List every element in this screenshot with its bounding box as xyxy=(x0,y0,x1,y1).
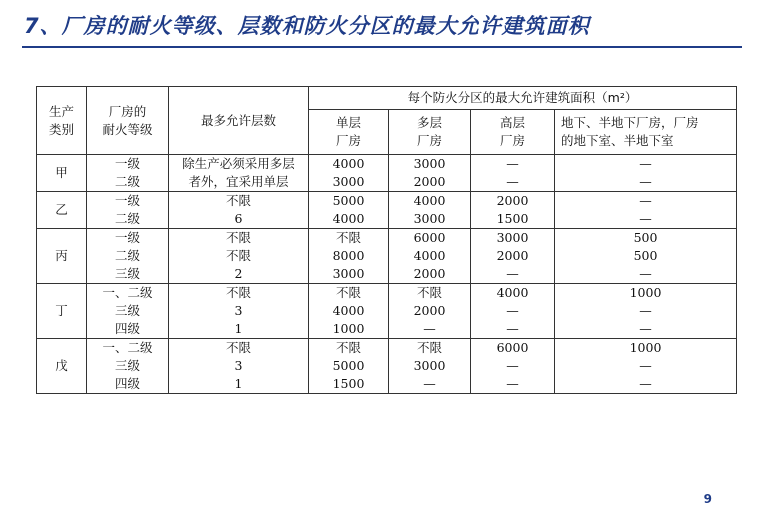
multi-storey-cell: 不限 3000 — xyxy=(389,339,471,394)
header-high-rise: 高层 厂房 xyxy=(471,110,555,155)
fire-rating-cell: 一级 二级 xyxy=(87,155,169,192)
high-rise-cell: 3000 2000 — xyxy=(471,229,555,284)
category-cell: 丁 xyxy=(37,284,87,339)
title-underline xyxy=(22,46,742,48)
high-rise-cell: 4000 — — xyxy=(471,284,555,339)
high-rise-cell: 2000 1500 xyxy=(471,192,555,229)
single-storey-cell: 不限 5000 1500 xyxy=(309,339,389,394)
page-number: 9 xyxy=(703,492,712,506)
table-row xyxy=(37,155,737,192)
category-cell: 乙 xyxy=(37,192,87,229)
category-cell: 丙 xyxy=(37,229,87,284)
header-multi-storey: 多层 厂房 xyxy=(389,110,471,155)
multi-storey-cell: 不限 2000 — xyxy=(389,284,471,339)
single-storey-cell: 5000 4000 xyxy=(309,192,389,229)
single-storey-cell: 不限 8000 3000 xyxy=(309,229,389,284)
multi-storey-cell: 6000 4000 2000 xyxy=(389,229,471,284)
underground-cell: 1000 — — xyxy=(555,339,737,394)
table-row xyxy=(37,229,737,284)
multi-storey-cell: 4000 3000 xyxy=(389,192,471,229)
max-floors-cell: 不限 不限 2 xyxy=(169,229,309,284)
header-max-floors: 最多允许层数 xyxy=(169,87,309,155)
fire-rating-cell: 一、二级 三级 四级 xyxy=(87,339,169,394)
header-fire-rating: 厂房的 耐火等级 xyxy=(87,87,169,155)
underground-cell: 500 500 — xyxy=(555,229,737,284)
fire-rating-cell: 一级 二级 三级 xyxy=(87,229,169,284)
max-floors-cell: 不限 3 1 xyxy=(169,284,309,339)
slide-title: 7、厂房的耐火等级、层数和防火分区的最大允许建筑面积 xyxy=(24,14,590,38)
underground-cell: — — xyxy=(555,155,737,192)
high-rise-cell: — — xyxy=(471,155,555,192)
multi-storey-cell: 3000 2000 xyxy=(389,155,471,192)
header-single-storey: 单层 厂房 xyxy=(309,110,389,155)
table-row xyxy=(37,192,737,229)
high-rise-cell: 6000 — — xyxy=(471,339,555,394)
table-row xyxy=(37,339,737,394)
max-floors-cell: 不限 3 1 xyxy=(169,339,309,394)
category-cell: 甲 xyxy=(37,155,87,192)
header-underground: 地下、半地下厂房，厂房 的地下室、半地下室 xyxy=(555,110,737,155)
underground-cell: — — xyxy=(555,192,737,229)
single-storey-cell: 不限 4000 1000 xyxy=(309,284,389,339)
max-floors-cell: 除生产必须采用多层 者外，宜采用单层 xyxy=(169,155,309,192)
fire-rating-cell: 一级 二级 xyxy=(87,192,169,229)
max-floors-cell: 不限 6 xyxy=(169,192,309,229)
category-cell: 戊 xyxy=(37,339,87,394)
underground-cell: 1000 — — xyxy=(555,284,737,339)
fire-rating-cell: 一、二级 三级 四级 xyxy=(87,284,169,339)
table-row xyxy=(37,284,737,339)
single-storey-cell: 4000 3000 xyxy=(309,155,389,192)
header-category: 生产 类别 xyxy=(37,87,87,155)
header-area-group: 每个防火分区的最大允许建筑面积（m²） xyxy=(309,87,737,110)
fire-area-table xyxy=(36,86,737,394)
